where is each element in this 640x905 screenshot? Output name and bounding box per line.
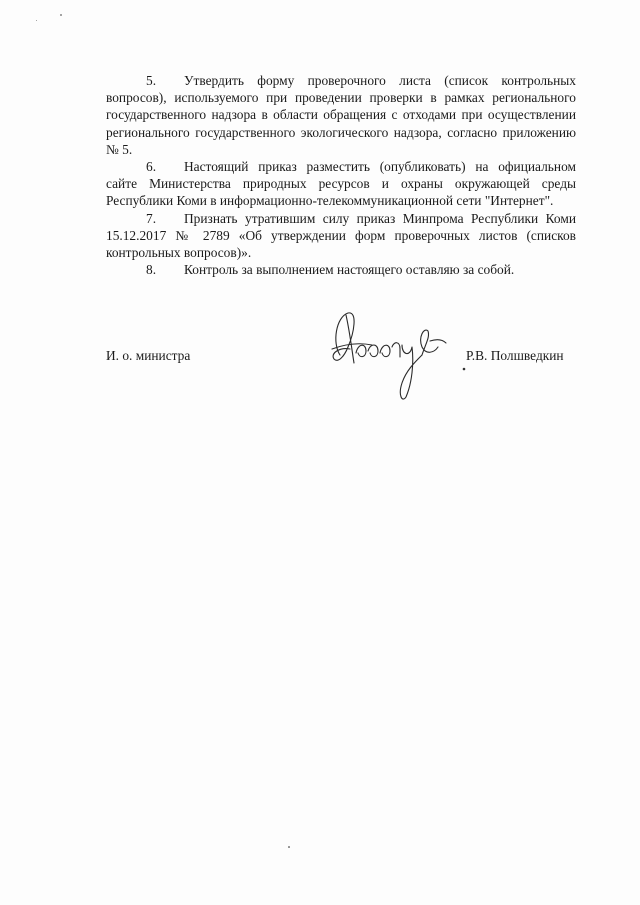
document-body bbox=[106, 72, 576, 278]
item-text: Утвердить форму проверочного листа (список контрольных вопросов), используемого при проведении проверки в рамках регионального государственного надзора в области обращения с отходами при осуществлении регионального государственного экологического надзора, согласно приложению № 5. bbox=[106, 73, 576, 157]
list-item bbox=[106, 261, 576, 278]
item-text: Признать утратившим силу приказ Минпрома Республики Коми 15.12.2017 № 2789 «Об утверждении форм проверочных листов (списков контрольных вопросов)». bbox=[106, 210, 576, 261]
scan-speck bbox=[36, 20, 37, 21]
item-number: 7. bbox=[146, 210, 157, 226]
scan-speck bbox=[60, 14, 62, 16]
list-item bbox=[106, 210, 576, 262]
item-number: 5. bbox=[146, 73, 157, 88]
item-number: 8. bbox=[146, 262, 157, 278]
signatory-name: Р.В. Полшведкин bbox=[466, 348, 564, 363]
item-number: 6. bbox=[146, 159, 157, 175]
list-item bbox=[106, 72, 576, 158]
signatory-position: И. о. министра bbox=[106, 348, 191, 363]
list-item bbox=[106, 158, 576, 210]
item-text: Настоящий приказ разместить (опубликовать) на официальном сайте Министерства природных ресурсов и охраны окружающей среды Республики Коми в информационно-телекоммуникационной сети "Интернет". bbox=[106, 159, 576, 209]
item-text: Контроль за выполнением настоящего оставляю за собой. bbox=[184, 262, 515, 278]
handwritten-signature bbox=[318, 303, 468, 403]
scan-speck bbox=[288, 846, 290, 848]
